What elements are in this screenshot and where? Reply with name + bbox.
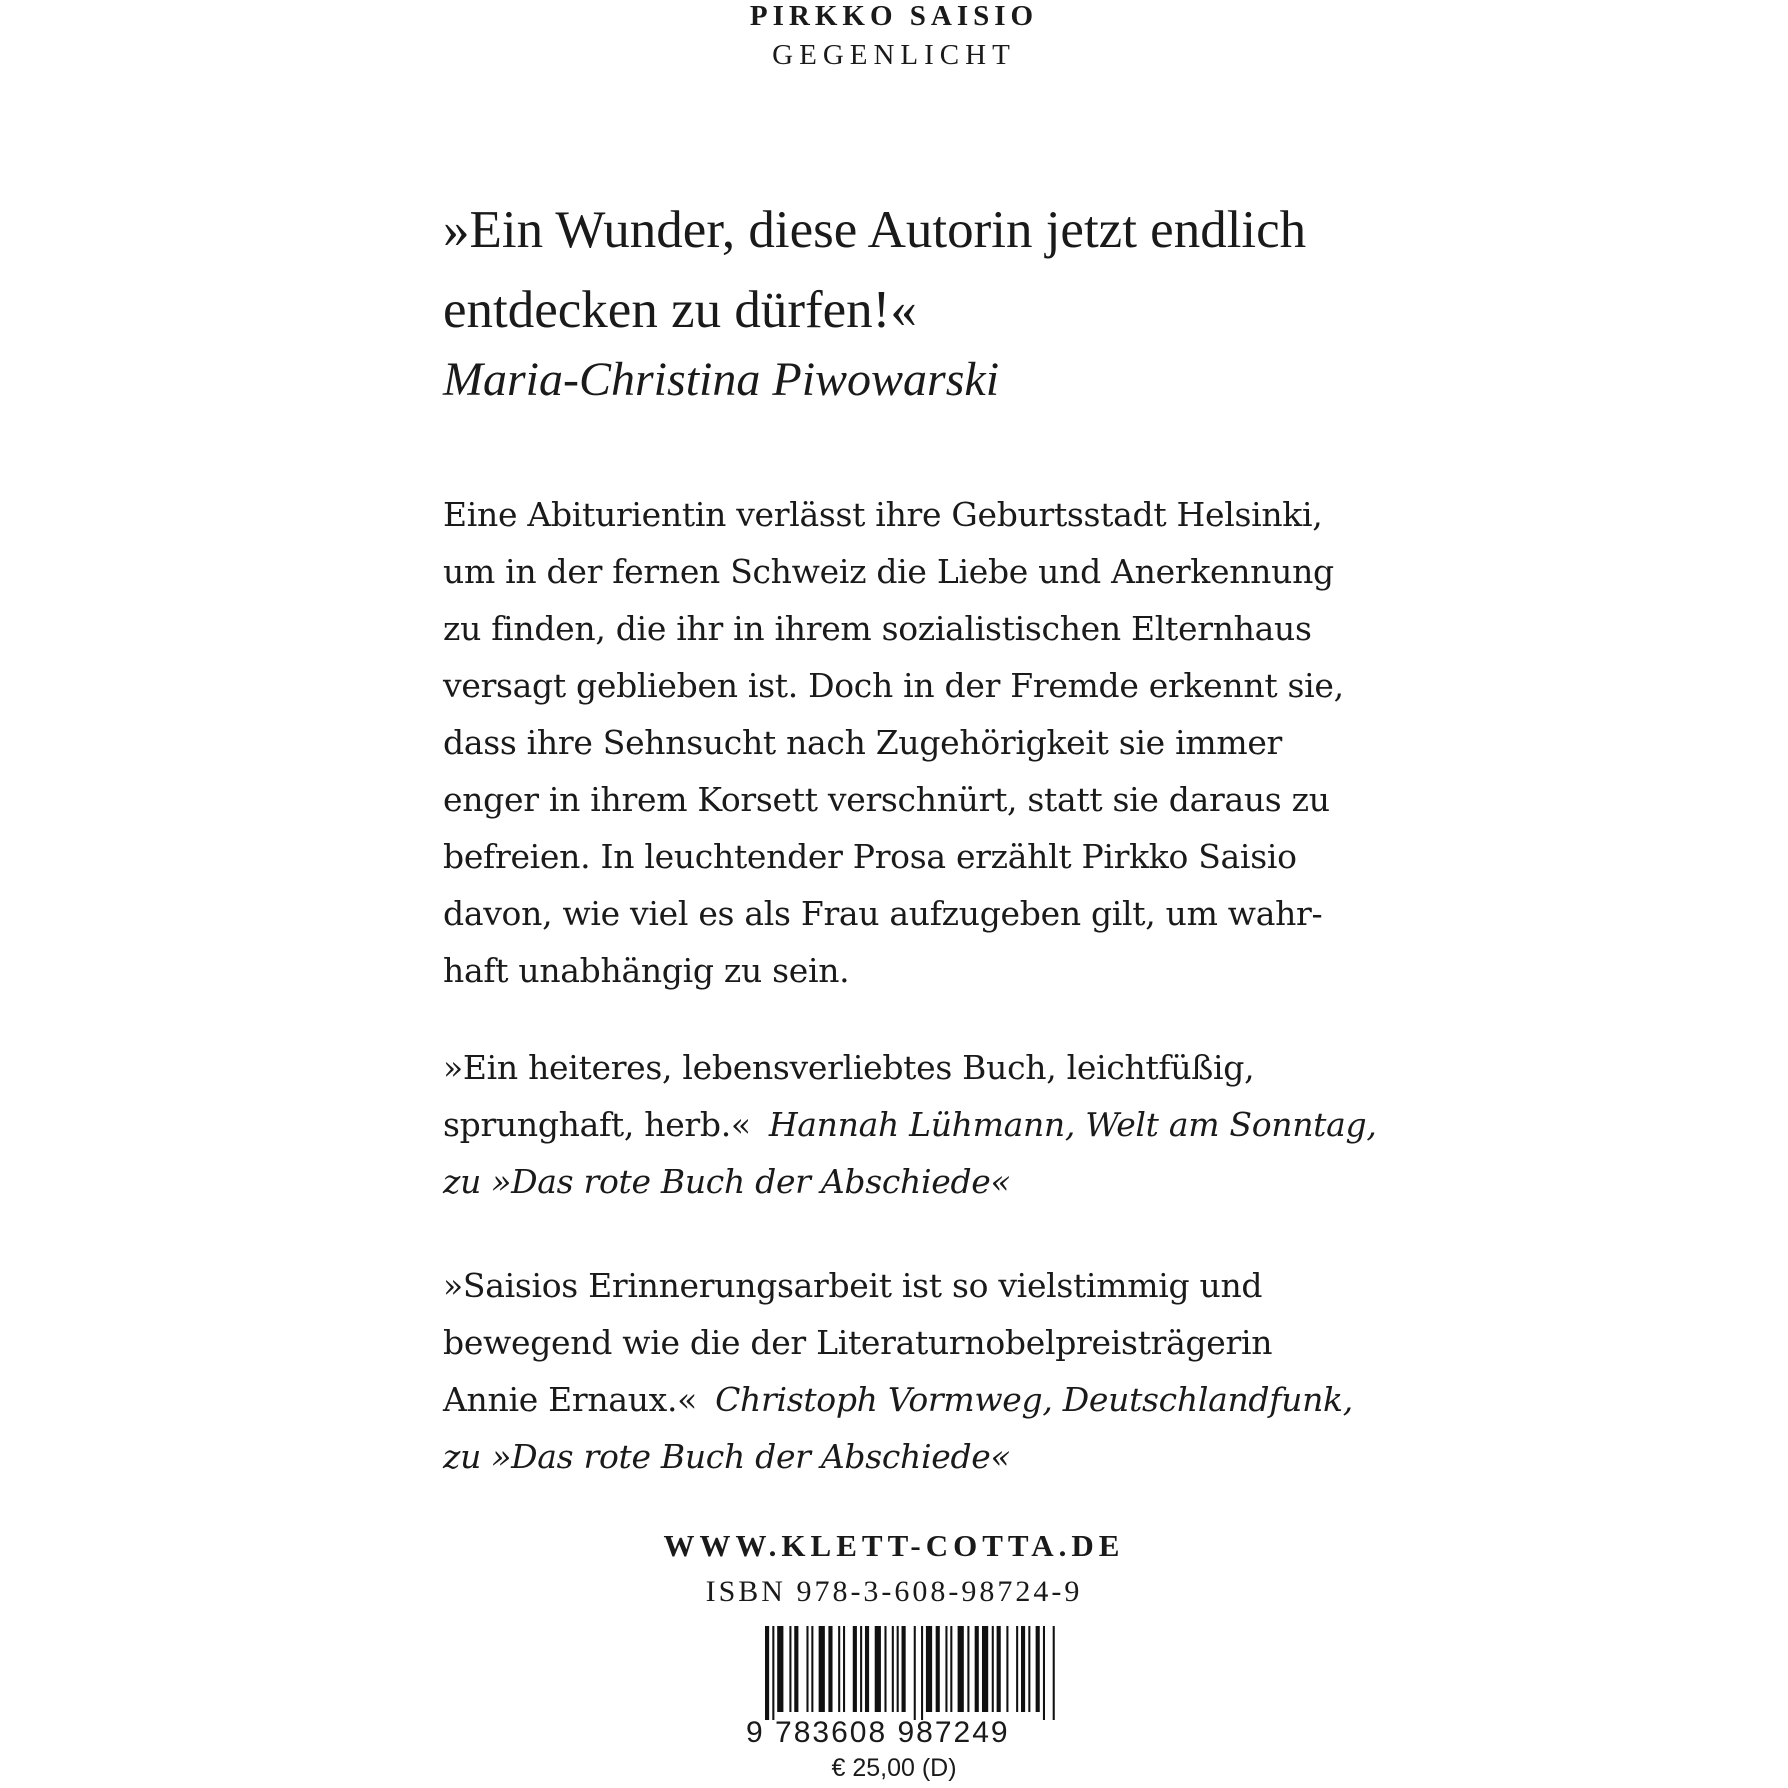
- blurb-line: davon, wie viel es als Frau aufzugeben gilt, um wahr-: [443, 894, 1323, 933]
- review-welt-am-sonntag: [443, 1039, 1393, 1210]
- blurb-line: zu finden, die ihr in ihrem sozialistischen Elternhaus: [443, 609, 1312, 648]
- review-source-line: zu »Das rote Buch der Abschiede«: [443, 1162, 1011, 1201]
- blurb-line: haft unabhängig zu sein.: [443, 951, 850, 990]
- review-deutschlandfunk: [443, 1257, 1393, 1485]
- barcode-icon: [765, 1626, 1060, 1720]
- barcode-digits: 9 783608 987249: [746, 1716, 1010, 1749]
- review-line: bewegend wie die der Literaturnobelpreisträgerin: [443, 1323, 1273, 1362]
- price: € 25,00 (D): [831, 1754, 957, 1782]
- publisher-website: WWW.KLETT-COTTA.DE: [663, 1528, 1125, 1563]
- review-quote-end: sprunghaft, herb.«: [443, 1105, 751, 1144]
- author-name: PIRKKO SAISIO: [749, 0, 1039, 32]
- review-source-line: zu »Das rote Buch der Abschiede«: [443, 1437, 1011, 1476]
- review-line: [443, 1371, 1393, 1428]
- blurb: [443, 486, 1393, 999]
- blurb-line: um in der fernen Schweiz die Liebe und Anerkennung: [443, 552, 1334, 591]
- review-source: Christoph Vormweg, Deutschlandfunk,: [715, 1380, 1353, 1419]
- lead-quote: [443, 190, 1443, 350]
- review-line: »Ein heiteres, lebensverliebtes Buch, leichtfüßig,: [443, 1048, 1255, 1087]
- blurb-line: Eine Abiturientin verlässt ihre Geburtsstadt Helsinki,: [443, 495, 1323, 534]
- review-quote-end: Annie Ernaux.«: [443, 1380, 698, 1419]
- review-line: [443, 1096, 1393, 1153]
- review-line: »Saisios Erinnerungsarbeit ist so vielstimmig und: [443, 1266, 1263, 1305]
- isbn-number: ISBN 978-3-608-98724-9: [705, 1575, 1083, 1608]
- blurb-line: versagt geblieben ist. Doch in der Fremde erkennt sie,: [443, 666, 1344, 705]
- blurb-line: dass ihre Sehnsucht nach Zugehörigkeit sie immer: [443, 723, 1283, 762]
- lead-quote-line: entdecken zu dürfen!«: [443, 281, 917, 339]
- lead-quote-line: »Ein Wunder, diese Autorin jetzt endlich: [443, 201, 1307, 259]
- book-title: GEGENLICHT: [772, 39, 1016, 71]
- blurb-line: enger in ihrem Korsett verschnürt, statt sie daraus zu: [443, 780, 1330, 819]
- blurb-line: befreien. In leuchtender Prosa erzählt Pirkko Saisio: [443, 837, 1297, 876]
- lead-quote-source: Maria-Christina Piwowarski: [443, 353, 1000, 406]
- review-source: Hannah Lühmann, Welt am Sonntag,: [768, 1105, 1377, 1144]
